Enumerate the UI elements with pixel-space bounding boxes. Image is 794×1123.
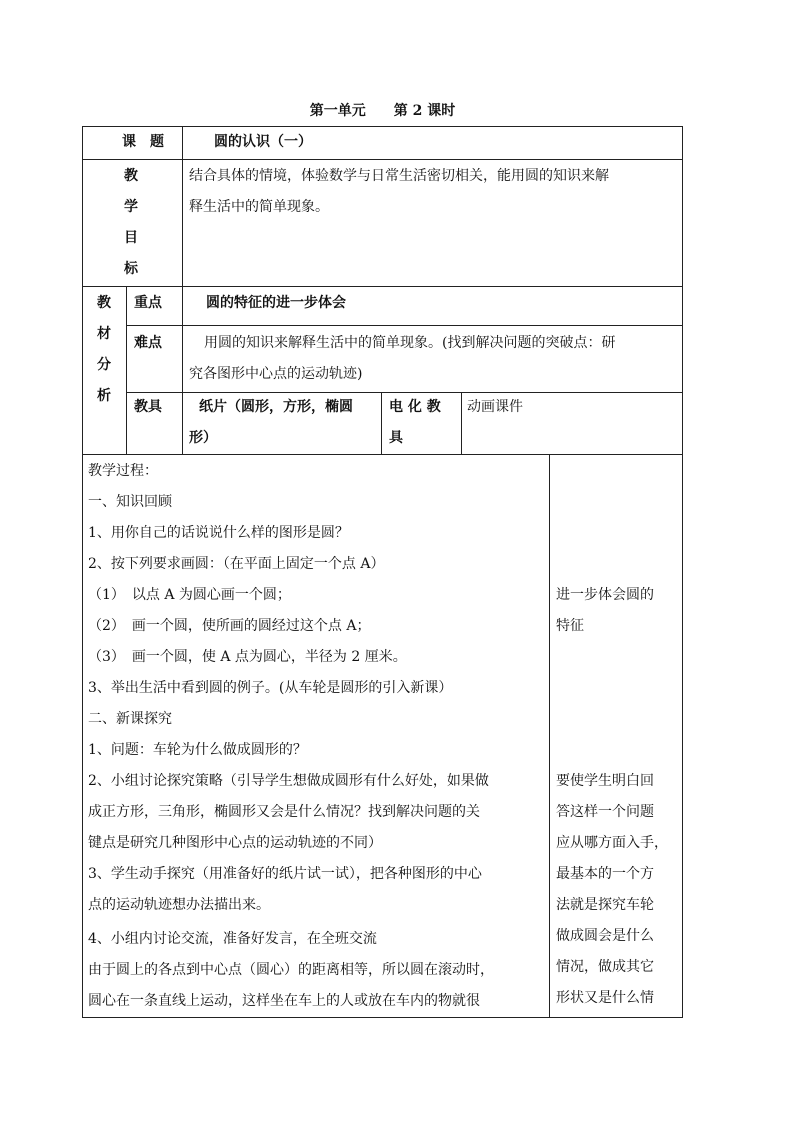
- col-divider-label: [182, 127, 183, 286]
- process-line: 教学过程：: [88, 463, 158, 479]
- note-line: 做成圆会是什么: [556, 928, 654, 944]
- row-divider-goal: [83, 286, 682, 287]
- goal-label-char: 目: [124, 230, 138, 246]
- process-line: 点的运动轨迹想办法描出来。: [88, 897, 270, 913]
- row-divider-topic: [83, 159, 682, 160]
- analysis-label-char: 教: [97, 295, 111, 311]
- process-line: 键点是研究几种图形中心点的运动轨迹的不同）: [88, 835, 382, 851]
- process-line: 3、举出生活中看到圆的例子。(从车轮是圆形的引入新课）: [88, 680, 453, 696]
- tools-line: 形）: [189, 430, 217, 446]
- tools-label: 教具: [134, 399, 162, 415]
- row-divider-analysis: [83, 454, 682, 455]
- process-line: 4、小组内讨论交流，准备好发言，在全班交流: [88, 931, 377, 947]
- process-line: 2、小组讨论探究策略（引导学生想做成圆形有什么好处，如果做: [88, 773, 489, 789]
- process-line: 2、按下列要求画圆：（在平面上固定一个点 A）: [88, 556, 385, 572]
- goal-line: 结合具体的情境，体验数学与日常生活密切相关，能用圆的知识来解: [189, 168, 609, 184]
- note-line: 进一步体会圆的: [556, 587, 654, 603]
- media-label-line: 具: [389, 430, 403, 446]
- focus-label: 重点: [134, 295, 162, 311]
- col-divider-analysis-sub: [182, 286, 183, 454]
- note-line: 要使学生明白回: [556, 773, 654, 789]
- note-line: 情况，做成其它: [556, 959, 654, 975]
- difficulty-line: 究各图形中心点的运动轨迹): [189, 366, 363, 382]
- note-line: 形状又是什么情: [556, 990, 654, 1006]
- analysis-label: [90, 288, 118, 412]
- process-line: 1、用你自己的话说说什么样的图形是圆？: [88, 525, 349, 541]
- difficulty-line: 用圆的知识来解释生活中的简单现象。(找到解决问题的突破点：研: [204, 335, 616, 351]
- media-label-line: 电 化 教: [389, 399, 441, 415]
- analysis-label-char: 析: [97, 388, 111, 404]
- note-line: 特征: [556, 618, 584, 634]
- margin-note-1: [556, 580, 678, 642]
- focus-value: 圆的特征的进一步体会: [206, 295, 346, 311]
- goal-line: 释生活中的简单现象。: [189, 199, 329, 215]
- goal-label-char: 学: [124, 199, 138, 215]
- topic-value: 圆的认识（一）: [214, 134, 312, 150]
- process-line: 一、知识回顾: [88, 494, 172, 510]
- process-line: 3、学生动手探究（用准备好的纸片试一试），把各种图形的中心: [88, 866, 482, 882]
- process-line: 圆心在一条直线上运动，这样坐在车上的人或放在车内的物就很: [88, 993, 480, 1009]
- note-line: 法就是探究车轮: [556, 897, 654, 913]
- page-title: 第一单元 第 2 课时: [309, 103, 456, 119]
- tools-line: 纸片（圆形，方形，椭圆: [199, 399, 353, 415]
- process-line: 成正方形，三角形，椭圆形又会是什么情况？找到解决问题的关: [88, 804, 480, 820]
- goal-label-char: 标: [124, 261, 138, 277]
- goal-label: [117, 161, 145, 285]
- difficulty-label: 难点: [134, 335, 162, 351]
- col-divider-tools-b: [461, 392, 462, 454]
- process-line: （2） 画一个圆，使所画的圆经过这个点 A；: [88, 618, 371, 634]
- note-line: 最基本的一个方: [556, 866, 654, 882]
- topic-label: 课 题: [122, 134, 164, 150]
- row-divider-focus: [126, 325, 682, 326]
- col-divider-tools-a: [381, 392, 382, 454]
- col-divider-process: [549, 454, 550, 1017]
- margin-note-2: [556, 766, 678, 1014]
- note-line: 应从哪方面入手，: [556, 835, 668, 851]
- media-value: 动画课件: [467, 399, 523, 415]
- process-line: 由于圆上的各点到中心点（圆心）的距离相等，所以圆在滚动时，: [88, 962, 494, 978]
- col-divider-analysis-label: [126, 286, 127, 454]
- analysis-label-char: 材: [97, 326, 111, 342]
- goal-label-char: 教: [124, 168, 138, 184]
- process-line: 二、新课探究: [88, 711, 172, 727]
- process-line: （1） 以点 A 为圆心画一个圆；: [88, 587, 291, 603]
- process-line: （3） 画一个圆，使 A 点为圆心，半径为 2 厘米。: [88, 649, 407, 665]
- note-line: 答这样一个问题: [556, 804, 654, 820]
- analysis-label-char: 分: [97, 357, 111, 373]
- process-line: 1、问题：车轮为什么做成圆形的？: [88, 742, 307, 758]
